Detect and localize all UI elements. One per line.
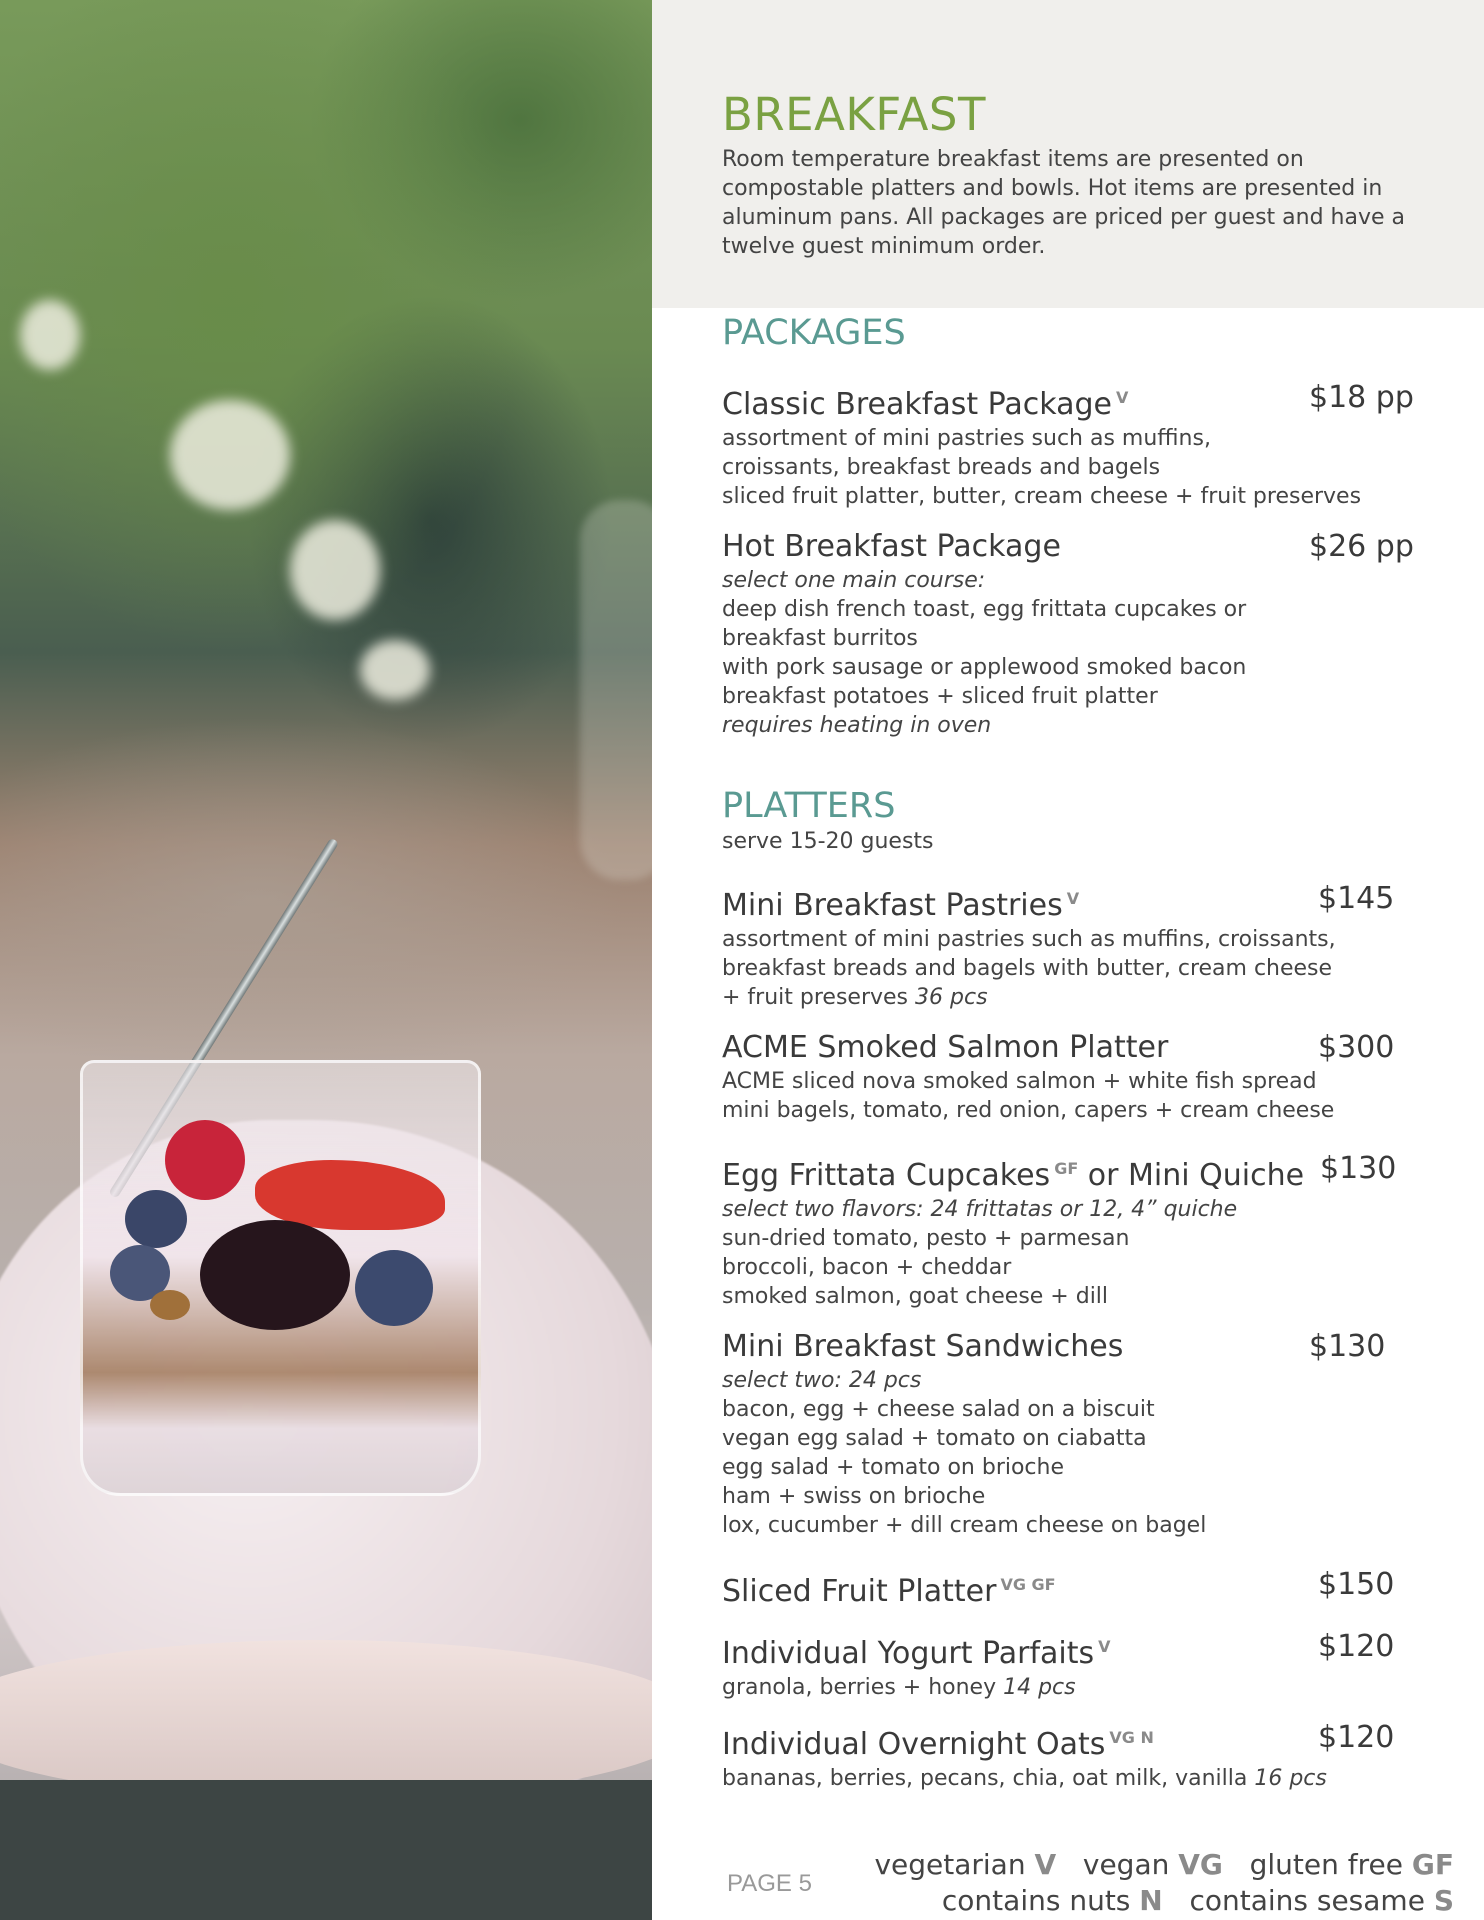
- dietary-tag: V: [1116, 388, 1129, 407]
- description-line: + fruit preserves 36 pcs: [722, 985, 988, 1010]
- dietary-tag: VG N: [1109, 1728, 1154, 1747]
- description-line: broccoli, bacon + cheddar: [722, 1255, 1012, 1280]
- legend-sesame-label: contains sesame: [1189, 1884, 1425, 1917]
- dietary-tag: V: [1098, 1637, 1111, 1656]
- item-name-suffix: or Mini Quiche: [1087, 1158, 1305, 1193]
- menu-item-individual-yogurt-parfaits: [722, 1628, 1422, 1702]
- description-line: breakfast potatoes + sliced fruit platter: [722, 684, 1158, 709]
- menu-item-egg-frittata-cupcakes: [722, 1150, 1422, 1311]
- item-note: select two: 24 pcs: [722, 1368, 922, 1393]
- piece-count: 14 pcs: [1003, 1675, 1076, 1700]
- item-description: [722, 566, 1422, 740]
- item-name: Individual Overnight Oats: [722, 1727, 1106, 1762]
- packages-heading: PACKAGES: [722, 313, 906, 353]
- menu-item-mini-breakfast-sandwiches: [722, 1328, 1422, 1540]
- dietary-legend-row-1: [874, 1848, 1454, 1881]
- item-description: [722, 424, 1422, 511]
- legend-gluten-free-code: GF: [1411, 1848, 1454, 1881]
- menu-item-mini-breakfast-pastries: [722, 880, 1422, 1012]
- legend-vegan-label: vegan: [1082, 1848, 1170, 1881]
- description-line: assortment of mini pastries such as muffins, croissants,: [722, 927, 1336, 952]
- item-name: ACME Smoked Salmon Platter: [722, 1030, 1169, 1065]
- item-name: Egg Frittata Cupcakes: [722, 1158, 1051, 1193]
- description-line: mini bagels, tomato, red onion, capers + cream cheese: [722, 1098, 1335, 1123]
- item-price: $120: [1318, 1629, 1395, 1664]
- page-number: PAGE 5: [727, 1870, 812, 1897]
- description-line: vegan egg salad + tomato on ciabatta: [722, 1426, 1147, 1451]
- item-name: Mini Breakfast Pastries: [722, 888, 1063, 923]
- description-line: egg salad + tomato on brioche: [722, 1455, 1065, 1480]
- description-line: sun-dried tomato, pesto + parmesan: [722, 1226, 1130, 1251]
- menu-item-sliced-fruit-platter: [722, 1566, 1422, 1611]
- legend-vegetarian-label: vegetarian: [874, 1848, 1026, 1881]
- item-description: [722, 1366, 1422, 1540]
- legend-sesame-code: S: [1433, 1884, 1454, 1917]
- description-line: ham + swiss on brioche: [722, 1484, 986, 1509]
- dietary-tag: V: [1066, 889, 1080, 908]
- dietary-tag: GF: [1054, 1159, 1079, 1178]
- legend-nuts-code: N: [1139, 1884, 1163, 1917]
- description-line: lox, cucumber + dill cream cheese on bagel: [722, 1513, 1207, 1538]
- menu-item-classic-breakfast-package: [722, 379, 1422, 511]
- menu-item-individual-overnight-oats: [722, 1719, 1422, 1793]
- item-price: $130: [1320, 1151, 1397, 1186]
- item-price: $26 pp: [1309, 529, 1414, 564]
- item-price: $120: [1318, 1720, 1395, 1755]
- item-price: $145: [1318, 881, 1395, 916]
- page-title: BREAKFAST: [722, 88, 986, 141]
- description-line: sliced fruit platter, butter, cream cheese + fruit preserves: [722, 484, 1362, 509]
- item-price: $18 pp: [1309, 380, 1414, 415]
- item-note: select one main course:: [722, 568, 986, 593]
- legend-nuts-label: contains nuts: [941, 1884, 1131, 1917]
- description-line: bananas, berries, pecans, chia, oat milk, vanilla 16 pcs: [722, 1766, 1327, 1791]
- item-note: requires heating in oven: [722, 713, 992, 738]
- description-line: croissants, breakfast breads and bagels: [722, 455, 1161, 480]
- description-line: breakfast burritos: [722, 626, 918, 651]
- description-line: smoked salmon, goat cheese + dill: [722, 1284, 1109, 1309]
- item-note: select two flavors: 24 frittatas or 12, 4” quiche: [722, 1197, 1238, 1222]
- intro-text: Room temperature breakfast items are presented on compostable platters and bowls. Hot items are presented in aluminum pans. All packages are priced per guest and have a twelve guest minimum order.: [722, 147, 1406, 259]
- item-price: $130: [1309, 1329, 1386, 1364]
- legend-gluten-free-label: gluten free: [1249, 1848, 1403, 1881]
- description-line: with pork sausage or applewood smoked bacon: [722, 655, 1247, 680]
- menu-item-acme-smoked-salmon-platter: [722, 1029, 1422, 1125]
- platters-heading: PLATTERS: [722, 786, 896, 826]
- legend-vegetarian-code: V: [1034, 1848, 1057, 1881]
- piece-count: 36 pcs: [915, 985, 988, 1010]
- item-price: $150: [1318, 1567, 1395, 1602]
- yogurt-parfait-photo: [0, 0, 652, 1920]
- menu-item-hot-breakfast-package: [722, 528, 1422, 740]
- description-line: bacon, egg + cheese salad on a biscuit: [722, 1397, 1155, 1422]
- item-name: Classic Breakfast Package: [722, 387, 1112, 422]
- item-price: $300: [1318, 1030, 1395, 1065]
- legend-vegan-code: VG: [1178, 1848, 1223, 1881]
- description-line: deep dish french toast, egg frittata cupcakes or: [722, 597, 1247, 622]
- dietary-tag: VG GF: [1000, 1575, 1056, 1594]
- description-line: assortment of mini pastries such as muffins,: [722, 426, 1211, 451]
- platters-subheading: serve 15-20 guests: [722, 829, 934, 854]
- item-description: [722, 1195, 1422, 1311]
- item-name: Sliced Fruit Platter: [722, 1574, 997, 1609]
- description-line: breakfast breads and bagels with butter, cream cheese: [722, 956, 1333, 981]
- description-line: ACME sliced nova smoked salmon + white fish spread: [722, 1069, 1317, 1094]
- item-description: [722, 1067, 1422, 1125]
- piece-count: 16 pcs: [1254, 1766, 1327, 1791]
- item-description: [722, 1673, 1422, 1702]
- item-description: [722, 925, 1422, 1012]
- item-description: [722, 1764, 1422, 1793]
- description-line: granola, berries + honey 14 pcs: [722, 1675, 1076, 1700]
- item-name: Individual Yogurt Parfaits: [722, 1636, 1095, 1671]
- item-name: Mini Breakfast Sandwiches: [722, 1329, 1124, 1364]
- dietary-legend-row-2: [942, 1884, 1454, 1917]
- item-name: Hot Breakfast Package: [722, 529, 1061, 564]
